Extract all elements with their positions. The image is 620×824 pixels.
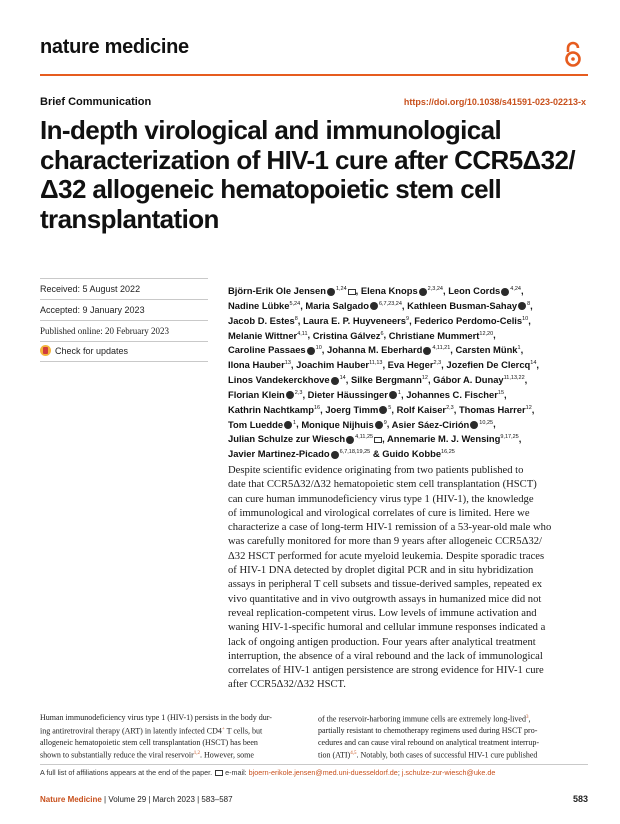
author-name-text: Joachim Hauber [296, 359, 370, 371]
body-text: Human immunodeficiency virus type 1 (HIV-1) persists in the body dur- [40, 713, 272, 722]
affiliation-numbers: 6,7,23,24 [378, 300, 402, 307]
author-name[interactable] [228, 419, 296, 430]
orcid-icon[interactable] [327, 288, 335, 296]
affiliation-numbers: 13 [284, 360, 291, 367]
mail-icon[interactable] [348, 289, 356, 295]
author-name[interactable] [361, 285, 443, 296]
abstract-line: waning HIV-1-specific humoral and cellular immune responses indicated a [228, 622, 546, 634]
email-link-2[interactable]: j.schulze-zur-wiesch@uke.de [401, 768, 496, 777]
author-name[interactable] [228, 300, 300, 311]
affiliation-numbers: 16,25 [441, 449, 455, 456]
author-name[interactable] [327, 344, 450, 355]
abstract-line: lack of ongoing antigen production. Four years after analytical treatment [228, 636, 536, 648]
abstract-line: of immunological and virological correlates of cure is limited. Here we [228, 507, 530, 519]
affiliation-numbers: 16 [313, 404, 321, 411]
author-name-text: Annemarie M. J. Wensing [386, 433, 501, 445]
author-name[interactable] [308, 389, 401, 400]
author-name[interactable] [228, 389, 302, 400]
article-type: Brief Communication [40, 96, 152, 108]
author-name-text: Asier Sáez-Cirión [391, 418, 470, 430]
footer-journal-name: Nature Medicine [40, 795, 102, 804]
affiliation-numbers: 14 [339, 374, 346, 381]
orcid-icon[interactable] [346, 436, 354, 444]
author-prefix: & [372, 448, 383, 460]
author-name-text: Florian Klein [228, 388, 285, 400]
abstract-line: reveal replication-competent virus. Low levels of immune activation and [228, 607, 537, 619]
author-name[interactable] [407, 300, 530, 311]
author-name-text: Dieter Häussinger [307, 388, 388, 400]
abstract-line: Despite scientific evidence originating from two patients published to [228, 465, 524, 476]
author-name[interactable] [388, 359, 442, 370]
body-text-right [318, 712, 588, 762]
author-name-text: Federico Perdomo-Celis [414, 314, 523, 326]
reference-link[interactable]: 3 [525, 715, 529, 720]
author-name-text: Silke Bergmann [350, 374, 422, 386]
affiliation-numbers: 14 [530, 360, 537, 367]
author-name-text: Jacob D. Estes [228, 314, 295, 326]
author-name-text: Kathrin Nachtkamp [228, 403, 314, 415]
author-name-text: Javier Martinez-Picado [228, 448, 330, 460]
abstract-line: assays in peripheral T cell subsets and tissue-derived samples, repeated ex [228, 579, 543, 591]
abstract-line: correlates of HIV-1 antigen persistence are strong evidence for HIV-1 cure [228, 665, 544, 677]
orcid-icon[interactable] [286, 391, 294, 399]
affiliation-numbers: 4,11 [297, 330, 308, 337]
affiliation-numbers: 8 [527, 300, 531, 307]
author-name[interactable] [228, 330, 308, 341]
author-name-text: Johannes C. Fischer [406, 388, 498, 400]
reference-link[interactable]: + [221, 726, 225, 732]
divider [40, 361, 208, 362]
author-name[interactable] [228, 433, 382, 444]
author-name[interactable] [228, 374, 346, 385]
divider [40, 341, 208, 342]
body-text-left [40, 712, 306, 762]
author-name[interactable] [387, 433, 519, 444]
article-title: In-depth virological and immunological characterization of HIV-1 cure after CCR5Δ32/Δ32 allogeneic hematopoietic stem cell transplantation [40, 115, 575, 234]
check-for-updates-button[interactable] [40, 345, 128, 356]
abstract-line: interruption, the absence of a viral rebound and the lack of immunological [228, 650, 543, 662]
affiliation-numbers: 2,3 [294, 389, 303, 396]
affiliation-numbers: 2,3 [446, 404, 454, 411]
author-name-text: Melanie Wittner [228, 329, 298, 341]
orcid-icon[interactable] [501, 288, 509, 296]
author-name[interactable] [373, 448, 455, 459]
author-name[interactable] [228, 285, 356, 296]
author-name-text: Gábor A. Dunay [433, 374, 504, 386]
affiliation-numbers: 10 [522, 315, 529, 322]
accepted-date: Accepted: 9 January 2023 [40, 305, 145, 315]
author-name-text: Leon Cords [448, 285, 501, 297]
body-text-line [318, 712, 588, 725]
author-name[interactable] [397, 404, 454, 415]
body-text: partially resistant to chemotherapy regimens used during HSCT pro- [318, 726, 538, 736]
orcid-icon[interactable] [331, 377, 339, 385]
author-name[interactable] [392, 419, 493, 430]
abstract-line: Δ32 HSCT performed for acute myeloid leukemia. Despite sporadic traces [228, 550, 545, 562]
affiliation-numbers: 10,25 [479, 419, 494, 426]
author-name[interactable] [303, 315, 409, 326]
mail-icon[interactable] [374, 437, 382, 443]
author-list: Björn-Erik Ole Jensen $^{1,24}$ , Elena Knops $^{2,3,24}$, Leon Cords $^{4,24}$, Nadine Lübke$^{5,24}$, Maria Salgado $^{6,7,23,24}$, Kathleen Busman-Sahay $^8$, Jacob D. Estes$^8$, Laura E. P. Huyveneers$^9$, Federico Perdomo-Celis$^{10}$, Melanie Wittner$^{4,11}$, Cristina Gálvez$^6$, Christiane Mummert$^{12,20}$, Caroline Passaes $^{10}$, Johanna M. Eberhard $^{4,11,21}$, Carsten Münk$^1$, Ilona Hauber$^{13}$, Joachim Hauber$^{11,13}$, Eva Heger$^{2,3}$, Jozefien De Clercq$^{14}$, Linos Vandekerckhove $^{14}$, Silke Bergmann$^{12}$, Gábor A. Dunay$^{11,13,22}$, Florian Klein $^{2,3}$, Dieter Häussinger $^1$, Johannes C. Fischer$^{15}$, Kathrin Nachtkamp$^{16}$, Joerg Timm $^5$, Rolf Kaiser$^{2,3}$, Thomas Harrer$^{12}$, Tom Luedde $^1$, Monique Nijhuis $^9$, Asier Sáez-Cirión $^{10,25}$, Julian Schulze zur Wiesch $^{4,11,25}$ , Annemarie M. J. Wensing$^{9,17,25}$, Javier Martinez-Picado $^{6,7,18,19,25}$ & Guido Kobbe$^{16,25}$ [228, 285, 540, 460]
affiliation-numbers: 6,7,18,19,25 [339, 449, 371, 456]
author-name[interactable] [228, 448, 370, 459]
body-text-line [318, 748, 588, 761]
abstract-line: can cure human immunodeficiency virus type 1 (HIV-1), the knowledge [228, 493, 534, 505]
author-name[interactable] [448, 285, 521, 296]
affiliation-numbers: 12 [525, 404, 532, 411]
affiliation-numbers: 12,20 [479, 330, 494, 337]
affiliation-numbers: 8 [294, 315, 298, 322]
author-name[interactable] [325, 404, 391, 415]
author-name-text: Cristina Gálvez [312, 329, 381, 341]
check-for-updates-label: Check for updates [55, 345, 129, 356]
doi-link[interactable]: https://doi.org/10.1038/s41591-023-02213-x [403, 97, 586, 107]
reference-link[interactable]: 4,5 [350, 751, 357, 757]
author-name[interactable] [305, 300, 402, 311]
abstract [228, 464, 584, 693]
author-name-text: Julian Schulze zur Wiesch [228, 433, 346, 445]
page-number: 583 [572, 794, 588, 804]
author-name-text: Kathleen Busman-Sahay [407, 299, 518, 311]
author-name[interactable] [459, 404, 532, 415]
affiliation-numbers: 4,11,25 [355, 434, 374, 441]
author-name[interactable] [301, 419, 386, 430]
author-name[interactable] [228, 404, 320, 415]
author-name[interactable] [228, 315, 298, 326]
affiliation-numbers: 2,3,24 [427, 286, 443, 292]
email-separator: ; [397, 768, 400, 777]
author-name-text: Christiane Mummert [388, 329, 480, 341]
affiliation-numbers: 5,24 [289, 300, 301, 307]
body-text-line [318, 725, 588, 737]
author-name-text: Tom Luedde [228, 418, 284, 430]
author-name[interactable] [433, 374, 525, 385]
body-text-line [318, 737, 588, 749]
body-text: of the reservoir-harboring immune cells are extremely long-lived [318, 714, 526, 724]
author-name[interactable] [446, 359, 536, 370]
body-text-line [40, 712, 306, 724]
body-text-line [40, 748, 306, 761]
mail-icon [215, 770, 223, 776]
affiliation-numbers: 4,11,21 [432, 345, 451, 352]
author-name-text: Laura E. P. Huyveneers [302, 314, 406, 326]
affiliations-note [40, 768, 588, 777]
received-date: Received: 5 August 2022 [40, 284, 141, 294]
author-name-text: Johanna M. Eberhard [327, 344, 423, 356]
affiliation-numbers: 1 [397, 389, 401, 396]
open-access-icon [563, 40, 583, 68]
reference-link[interactable]: 1,2 [193, 751, 200, 757]
body-text: T cells, but [224, 726, 263, 736]
author-name-text: Björn-Erik Ole Jensen [228, 285, 326, 297]
orcid-icon[interactable] [389, 391, 397, 399]
affiliation-numbers: 1 [517, 345, 521, 352]
body-text: shown to substantially reduce the viral reservoir [40, 751, 194, 761]
author-name-text: Rolf Kaiser [396, 403, 447, 415]
footer-citation [40, 795, 233, 804]
abstract-line: vivo quantitative and in vivo outgrowth assays in humanized mice did not [228, 593, 542, 605]
author-name[interactable] [389, 330, 493, 341]
author-name-text: Maria Salgado [305, 299, 369, 311]
body-text-line [40, 737, 306, 749]
divider [40, 299, 208, 300]
author-name-text: Caroline Passaes [228, 344, 306, 356]
affiliation-numbers: 9,17,25 [500, 434, 519, 441]
author-name[interactable] [228, 344, 322, 355]
footer-rule [40, 764, 588, 765]
orcid-icon[interactable] [470, 421, 478, 429]
author-name[interactable] [296, 359, 382, 370]
affiliation-numbers: 2,3 [433, 360, 442, 367]
email-label: e-mail: [225, 768, 247, 777]
author-name-text: Eva Heger [387, 359, 434, 371]
email-link-1[interactable]: bjoern-erikole.jensen@med.uni-duesseldorf.de [248, 768, 398, 777]
footer-volume: | Volume 29 | March 2023 | 583–587 [104, 795, 233, 804]
check-updates-icon [40, 345, 51, 356]
abstract-line: was carefully monitored for more than 9 years after allogeneic CCR5Δ32/ [228, 536, 542, 548]
affiliation-numbers: 6 [380, 330, 384, 337]
orcid-icon[interactable] [375, 421, 383, 429]
author-name-text: Linos Vandekerckhove [228, 374, 330, 386]
affiliation-numbers: 12 [421, 374, 428, 381]
orcid-icon[interactable] [423, 347, 431, 355]
author-name[interactable] [313, 330, 384, 341]
author-name-text: Guido Kobbe [382, 448, 442, 460]
author-name[interactable] [228, 359, 291, 370]
published-date: Published online: 20 February 2023 [40, 326, 169, 336]
divider [40, 320, 208, 321]
author-name-text: Jozefien De Clercq [446, 359, 531, 371]
affiliation-numbers: 4,24 [510, 286, 521, 292]
affiliation-numbers: 5 [388, 404, 392, 411]
author-name-text: Ilona Hauber [228, 359, 285, 371]
abstract-line: after CCR5Δ32/Δ32 HSCT. [228, 679, 346, 691]
orcid-icon[interactable] [419, 288, 427, 296]
affiliation-numbers: 10 [315, 345, 322, 352]
author-name-text: Monique Nijhuis [301, 418, 374, 430]
author-name-text: Carsten Münk [455, 344, 518, 356]
author-name[interactable] [351, 374, 428, 385]
body-text: . However, some [199, 751, 254, 761]
body-text-line [40, 724, 306, 737]
body-text: allogeneic hematopoietic stem cell transplantation (HSCT) has been [40, 737, 258, 747]
affiliation-numbers: 1,24 [335, 286, 347, 292]
header-rule [40, 74, 588, 76]
orcid-icon[interactable] [379, 406, 387, 414]
journal-name: nature medicine [40, 36, 189, 58]
abstract-line: date that CCR5Δ32/Δ32 hematopoietic stem cell transplantation (HSCT) [228, 479, 537, 491]
orcid-icon[interactable] [370, 302, 378, 310]
divider [40, 278, 208, 279]
body-text: , [528, 714, 531, 724]
author-name-text: Nadine Lübke [228, 299, 290, 311]
author-name[interactable] [456, 344, 521, 355]
body-text: . Notably, both cases of successful HIV-1 cure published [356, 751, 538, 761]
abstract-line: of HIV-1 DNA detected by droplet digital PCR and in situ hybridization [228, 565, 534, 577]
author-name[interactable] [414, 315, 528, 326]
orcid-icon[interactable] [331, 451, 339, 459]
orcid-icon[interactable] [284, 421, 292, 429]
orcid-icon[interactable] [518, 302, 526, 310]
affiliation-numbers: 11,13,22 [503, 374, 525, 381]
body-text: tion (ATI) [318, 751, 351, 761]
affiliation-numbers: 1 [293, 419, 297, 426]
author-name[interactable] [406, 389, 504, 400]
affiliations-note-text: A full list of affiliations appears at the end of the paper. [40, 768, 213, 777]
author-name-text: Thomas Harrer [458, 403, 526, 415]
affiliation-numbers: 9 [383, 419, 387, 426]
affiliation-numbers: 9 [406, 315, 410, 322]
body-text: cedures and can cause viral rebound on analytical treatment interrup- [318, 737, 540, 747]
affiliation-numbers: 11,13 [369, 360, 383, 367]
orcid-icon[interactable] [307, 347, 315, 355]
affiliation-numbers: 15 [497, 389, 505, 396]
body-text: ing antiretroviral therapy (ART) in latently infected CD4 [40, 726, 222, 736]
author-name-text: Elena Knops [360, 285, 418, 297]
author-name-text: Joerg Timm [325, 403, 379, 415]
abstract-line: characterize a case of long-term HIV-1 remission of a 53-year-old male who [228, 522, 552, 534]
